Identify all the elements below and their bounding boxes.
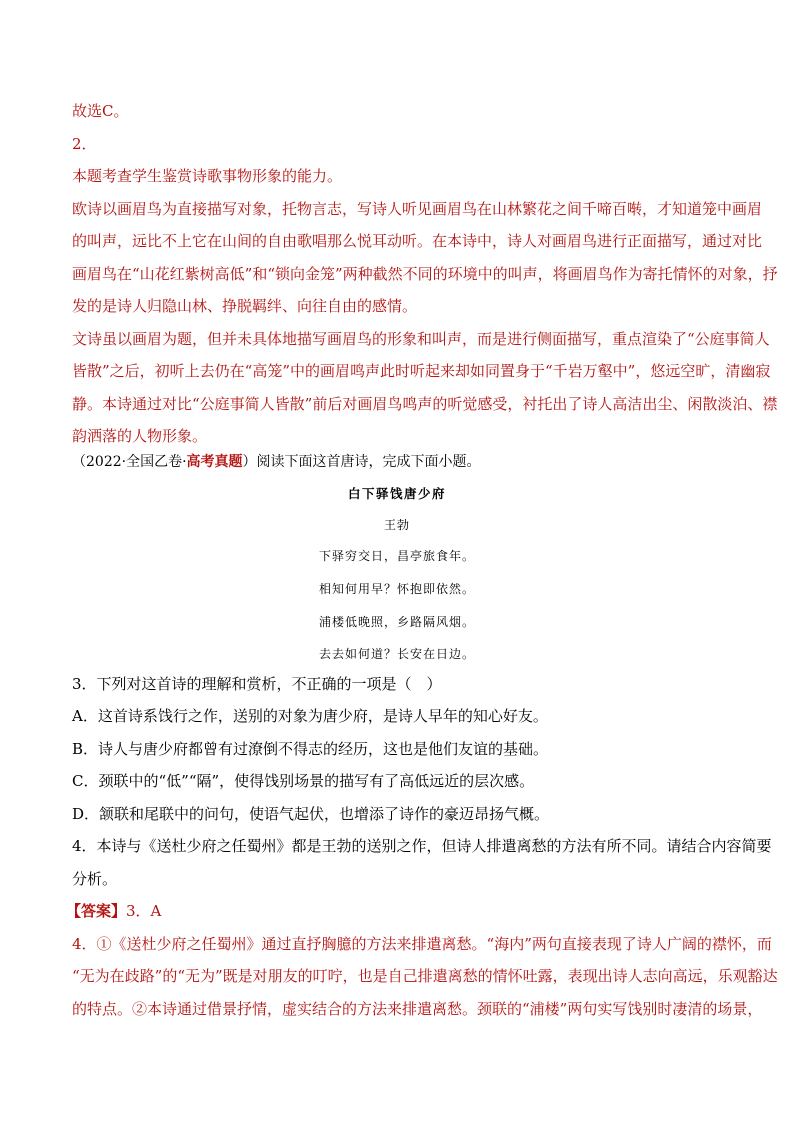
q4-stem-line-1: 4．本诗与《送杜少府之任蜀州》都是王勃的送别之作，但诗人排遣离愁的方法有所不同。请结合内容简要 (72, 837, 772, 855)
wen-poem-line-4: 韵洒落的人物形象。 (72, 427, 208, 445)
wen-poem-line-1: 文诗虽以画眉为题，但并未具体地描写画眉鸟的形象和叫声，而是进行侧面描写，重点渲染了“公庭事简人 (72, 330, 770, 348)
poem-line-3: 浦楼低晚照，乡路隔风烟。 (318, 615, 475, 629)
answer-tag: 【答案】 (66, 902, 127, 920)
q3-option-d: D．颔联和尾联中的问句，使语气起伏，也增添了诗作的豪迈昂扬气概。 (72, 805, 550, 823)
q3-option-a: A．这首诗系饯行之作，送别的对象为唐少府，是诗人早年的知心好友。 (72, 707, 548, 725)
ou-poem-line-1: 欧诗以画眉鸟为直接描写对象，托物言志，写诗人听见画眉鸟在山林繁花之间千啼百啭，才知道笼中画眉 (72, 200, 763, 218)
ou-poem-line-3: 画眉鸟在“山花红紫树高低”和“锁向金笼”两种截然不同的环境中的叫声，将画眉鸟作为寄托情怀的对象，抒 (72, 265, 778, 283)
poem-author: 王勃 (383, 518, 410, 532)
poem-title: 白下驿饯唐少府 (347, 486, 446, 501)
q3-option-c: C．颈联中的“低”“隔”，使得饯别场景的描写有了高低远近的层次感。 (72, 772, 535, 790)
answer-text: 3．A (126, 902, 162, 920)
source-suffix: ）阅读下面这首唐诗，完成下面小题。 (242, 454, 481, 470)
answer4-line-3: 的特点。②本诗通过借景抒情，虚实结合的方法来排遣离愁。颈联的“浦楼”两句实写饯别时凄清的场景， (72, 1000, 763, 1018)
q4-stem-line-2: 分析。 (72, 870, 118, 888)
answer4-line-2: “无为在歧路”的“无为”既是对朋友的叮咛，也是自己排遣离愁的情怀吐露，表现出诗人志向高远，乐观豁达 (72, 967, 778, 985)
ou-poem-line-2: 的叫声，远比不上它在山间的自由歌唱那么悦耳动听。在本诗中，诗人对画眉鸟进行正面描写，通过对比 (72, 232, 763, 250)
answer-line (66, 901, 724, 921)
ou-poem-line-4: 发的是诗人归隐山林、挣脱羁绊、向往自由的感情。 (72, 297, 418, 315)
poem-line-1: 下驿穷交日，昌亭旅食年。 (318, 549, 475, 563)
source-prefix: （2022·全国乙卷· (72, 454, 187, 470)
previous-answer: 故选C。 (72, 102, 129, 120)
item-number-2: 2． (72, 135, 97, 153)
answer4-line-1: 4．①《送杜少府之任蜀州》通过直抒胸臆的方法来排遣离愁。“海内”两句直接表现了诗人广阔的襟怀，而 (72, 935, 772, 953)
q3-option-b: B．诗人与唐少府都曾有过潦倒不得志的经历，这也是他们友谊的基础。 (72, 740, 549, 758)
poem-line-2: 相知何用早？怀抱即依然。 (318, 582, 475, 596)
poem-line-4: 去去如何道？长安在日边。 (318, 647, 475, 661)
source-highlight: 高考真题 (186, 454, 243, 470)
analysis-intro: 本题考查学生鉴赏诗歌事物形象的能力。 (72, 167, 343, 185)
wen-poem-line-3: 静。本诗通过对比“公庭事简人皆散”前后对画眉鸟鸣声的听觉感受，衬托出了诗人高洁出尘、闲散淡泊、襟 (72, 395, 778, 413)
q3-stem: 3．下列对这首诗的理解和赏析，不正确的一项是（ ） (72, 675, 442, 693)
question-source (72, 452, 481, 472)
wen-poem-line-2: 皆散”之后，初听上去仍在“高笼”中的画眉鸣声此时听起来却如同置身于“千岩万壑中”，悠远空旷，清幽寂 (72, 362, 771, 380)
